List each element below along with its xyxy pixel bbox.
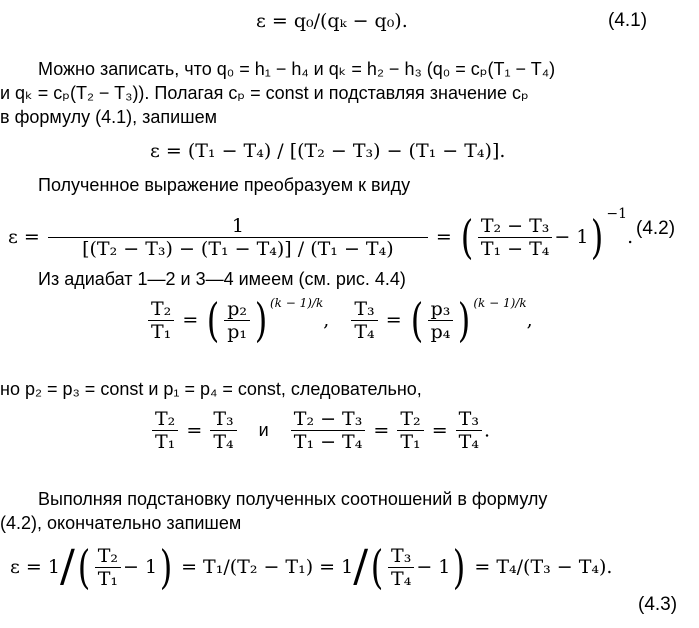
fraction-numerator: T₃ [388, 545, 414, 568]
ratio-and-word: и [258, 420, 269, 440]
equation-4-2-power: −1 [606, 206, 628, 222]
ratio-fraction-e [456, 408, 482, 453]
ratio-equals-2: = [373, 419, 390, 442]
slash-glyph: / [353, 541, 369, 592]
fraction-numerator: T₂ [397, 408, 423, 431]
fraction-numerator: p₂ [224, 298, 250, 321]
adiabat-comma-1: , [323, 309, 330, 331]
paragraph-1-line-1: Можно записать, что q₀ = h₁ − h₄ и qₖ = h₂ − h₃ (q₀ = cₚ(T₁ − T₄) [38, 59, 556, 79]
left-paren-glyph: ( [207, 293, 220, 347]
right-paren-glyph: ) [453, 540, 466, 594]
ratio-dot: . [483, 419, 491, 442]
adiabat-comma-2: , [526, 309, 533, 331]
adiabat-fraction-t3-t4 [351, 298, 377, 343]
paragraph-1-line-3: в формулу (4.1), запишем [0, 107, 217, 127]
equation-4-1-number: (4.1) [608, 10, 648, 31]
fraction-denominator: T₁ [151, 320, 172, 343]
equation-epsilon-temperatures: ε = (T₁ − T₄) / [(T₂ − T₃) − (T₁ − T₄)]. [150, 140, 506, 162]
ratio-equals-3: = [431, 419, 448, 442]
adiabat-power-1: (k − 1)/k [270, 296, 324, 310]
fraction-numerator: T₃ [351, 298, 377, 321]
ratio-fraction-a [152, 408, 178, 453]
slash-glyph: / [59, 541, 75, 592]
left-paren-glyph: ( [370, 540, 384, 594]
fraction-denominator: T₁ [155, 431, 176, 453]
right-paren-glyph: ) [159, 540, 173, 594]
fraction-denominator: T₁ − T₄ [293, 431, 363, 453]
equation-4-1-formula: ε = q₀/(qₖ − q₀). [256, 10, 408, 32]
equation-adiabats [146, 293, 533, 347]
equation-4-3 [10, 540, 613, 594]
equation-4-3-lhs: ε = 1 [10, 556, 60, 578]
fraction-denominator: [(T₂ − T₃) − (T₁ − T₄)] / (T₁ − T₄) [82, 237, 394, 260]
fraction-denominator: p₄ [430, 320, 451, 343]
ratio-equals-1: = [186, 419, 203, 442]
equation-4-3-minus-2: − 1 [416, 556, 451, 578]
paragraph-2-line-1: Полученное выражение преобразуем к виду [38, 175, 411, 195]
equation-4-3-fraction-t3-t4 [388, 545, 414, 590]
fraction-numerator: 1 [48, 215, 428, 238]
adiabat-fraction-p3-p4 [428, 298, 454, 343]
adiabat-fraction-t2-t1 [148, 298, 174, 343]
equation-4-1 [256, 10, 408, 32]
left-paren-glyph: ( [77, 540, 91, 594]
adiabat-equals-2: = [385, 309, 402, 331]
equation-4-3-middle: = T₁/(T₂ − T₁) = 1 [181, 556, 354, 578]
fraction-denominator: p₁ [227, 320, 248, 343]
equation-4-2-dot: . [627, 226, 634, 248]
fraction-denominator: T₁ [400, 431, 421, 453]
paragraph-1-line-2: и qₖ = cₚ(T₂ − T₃)). Полагая cₚ = const и подставляя значение cₚ [0, 83, 529, 103]
fraction-denominator: T₁ − T₄ [480, 237, 550, 260]
right-paren-glyph: ) [591, 210, 604, 264]
fraction-numerator: T₃ [456, 408, 482, 431]
equation-4-2-fraction-main [48, 215, 428, 260]
equation-4-2 [8, 206, 634, 264]
fraction-numerator: T₃ [210, 408, 236, 431]
fraction-numerator: T₂ [152, 408, 178, 431]
fraction-numerator: T₂ [148, 298, 174, 321]
left-paren-glyph: ( [410, 293, 423, 347]
fraction-denominator: T₄ [458, 431, 479, 453]
adiabat-fraction-p2-p1 [224, 298, 250, 343]
fraction-denominator: T₄ [354, 320, 375, 343]
fraction-numerator: T₂ [95, 545, 121, 568]
right-paren-glyph: ) [458, 293, 471, 347]
equation-4-2-minus-one: − 1 [554, 226, 589, 248]
left-paren-glyph: ( [460, 210, 474, 264]
fraction-numerator: p₃ [428, 298, 454, 321]
paragraph-5-line-2: (4.2), окончательно запишем [0, 513, 242, 533]
equation-4-3-fraction-t2-t1 [95, 545, 121, 590]
equation-4-2-lhs: ε = [8, 226, 40, 248]
equation-4-2-equals: = [435, 226, 452, 248]
equation-4-3-rhs: = T₄/(T₃ − T₄). [474, 556, 613, 578]
fraction-numerator: T₂ − T₃ [291, 408, 366, 431]
adiabat-power-2: (k − 1)/k [473, 296, 527, 310]
equation-ratios [150, 408, 490, 453]
fraction-denominator: T₄ [391, 567, 412, 590]
fraction-denominator: T₄ [213, 431, 234, 453]
paragraph-3-line-1: Из адиабат 1—2 и 3—4 имеем (см. рис. 4.4) [38, 269, 406, 289]
equation-4-2-fraction-temps [478, 215, 553, 260]
equation-4-2-number: (4.2) [636, 218, 676, 239]
adiabat-equals-1: = [182, 309, 199, 331]
ratio-fraction-b [210, 408, 236, 453]
equation-4-3-minus-1: − 1 [123, 556, 158, 578]
ratio-fraction-c [291, 408, 366, 453]
equation-4-3-number: (4.3) [638, 594, 678, 615]
paragraph-4-line-1: но p₂ = p₃ = const и p₁ = p₄ = const, следовательно, [0, 379, 422, 399]
right-paren-glyph: ) [254, 293, 268, 347]
paragraph-5-line-1: Выполняя подстановку полученных соотношений в формулу [38, 489, 548, 509]
ratio-fraction-d [397, 408, 423, 453]
fraction-numerator: T₂ − T₃ [478, 215, 553, 238]
fraction-denominator: T₁ [97, 567, 119, 590]
